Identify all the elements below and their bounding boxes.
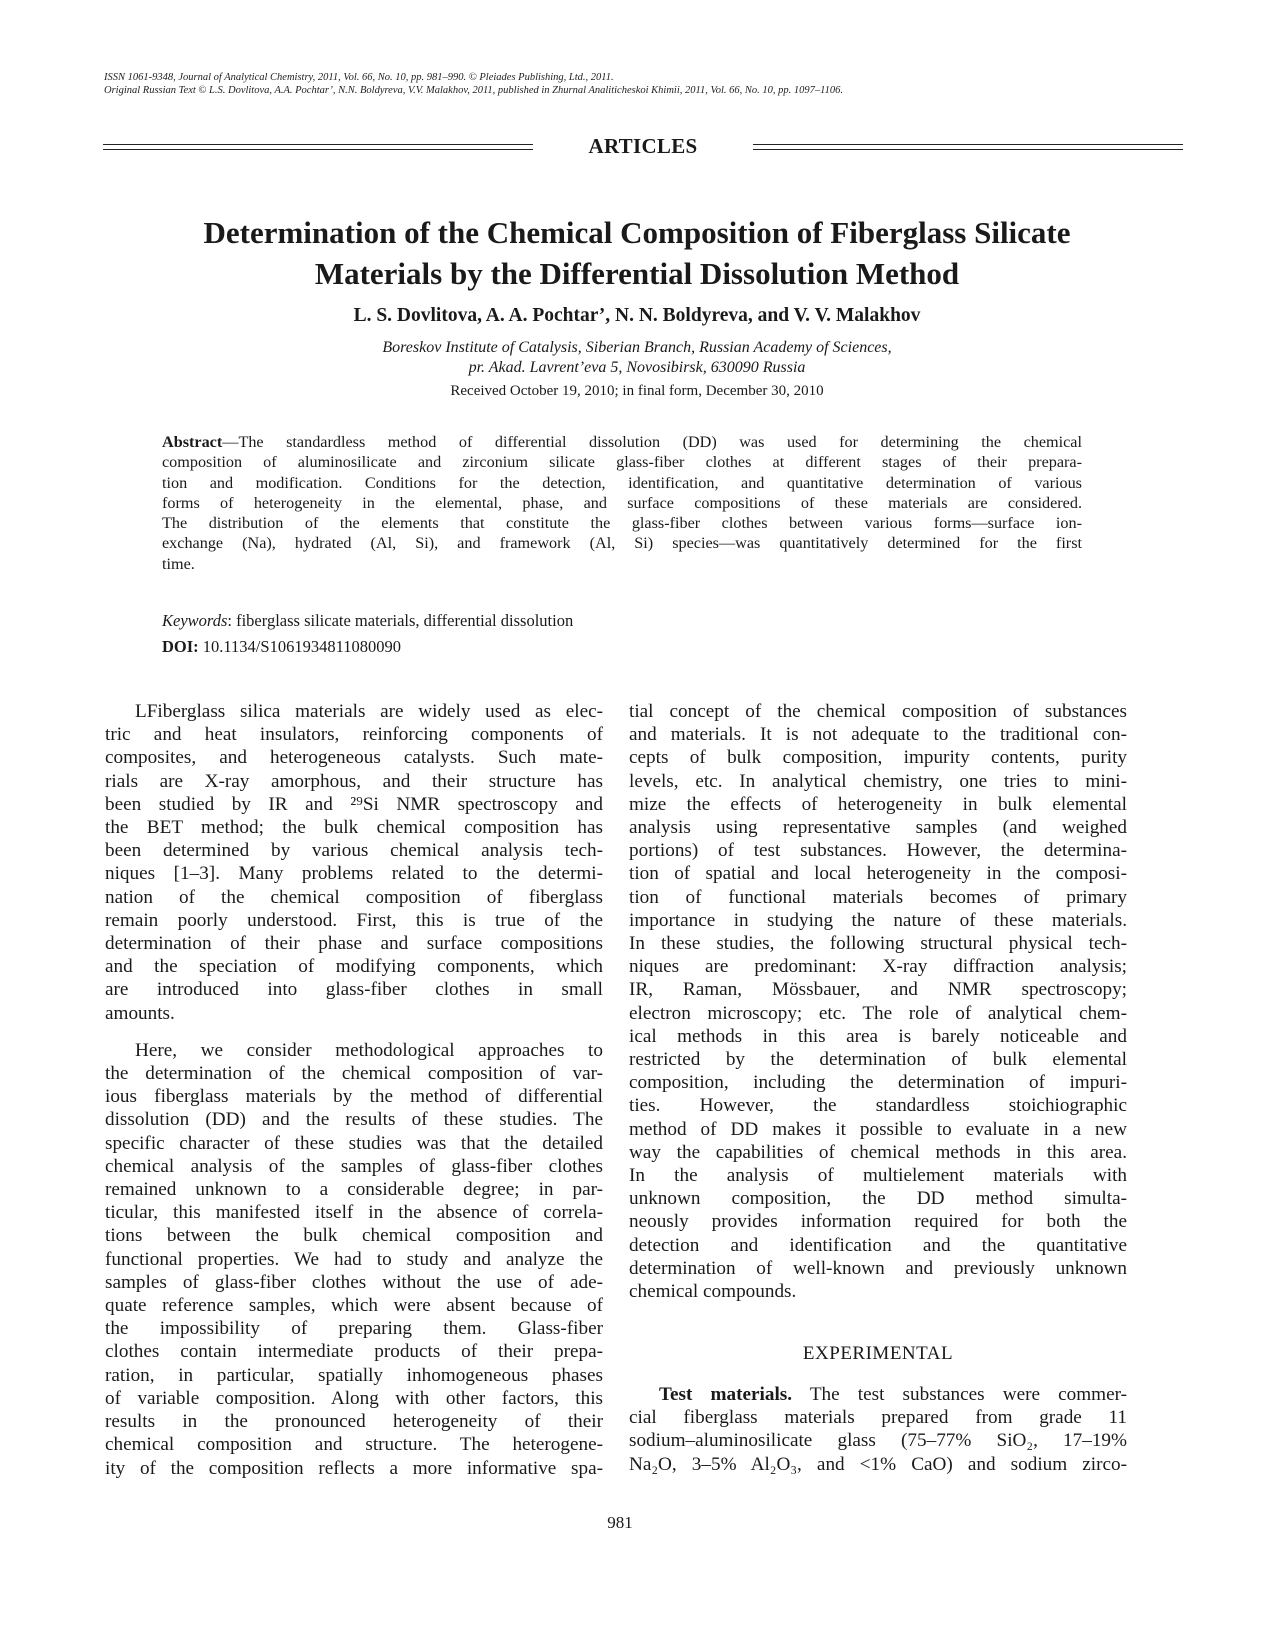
abstract-line: forms of heterogeneity in the elemental, phase, and surface compositions of these materials are considered.	[162, 493, 1082, 512]
body-line: clothes contain intermediate products of their prepa-	[105, 1341, 603, 1363]
abstract-text: The standardless method of differential dissolution (DD) was used for determining the chemical	[238, 433, 1082, 451]
body-line: sodium–aluminosilicate glass (75–77% SiO₂, 17–19%	[629, 1430, 1127, 1452]
body-line: In the analysis of multielement materials with	[629, 1165, 1127, 1187]
journal-citation-line: ISSN 1061-9348, Journal of Analytical Chemistry, 2011, Vol. 66, No. 10, pp. 981–990. © Pleiades Publishing, Ltd., 2011.	[104, 72, 614, 83]
body-line: chemical analysis of the samples of glass-fiber clothes	[105, 1155, 603, 1177]
body-line: LFiberglass silica materials are widely used as elec-	[135, 701, 603, 722]
body-line: ity of the composition reflects a more informative spa-	[105, 1457, 603, 1479]
affiliation	[104, 338, 1170, 378]
double-rule-left	[103, 144, 533, 150]
body-line: cial fiberglass materials prepared from grade 11	[629, 1407, 1127, 1429]
abstract-dash: —	[222, 433, 239, 451]
body-line: Here, we consider methodological approaches to	[135, 1039, 603, 1061]
body-line: tion of spatial and local heterogeneity in the composi-	[629, 863, 1127, 885]
body-line: determination of their phase and surface compositions	[105, 933, 603, 955]
authors: L. S. Dovlitova, A. A. Pochtar’, N. N. Boldyreva, and V. V. Malakhov	[353, 305, 921, 326]
body-line: the determination of the chemical composition of var-	[105, 1063, 603, 1085]
title-line-1: Determination of the Chemical Composition of Fiberglass Silicate	[203, 215, 1071, 250]
experimental-heading: EXPERIMENTAL	[802, 1343, 954, 1364]
original-text-line: Original Russian Text © L.S. Dovlitova, A.A. Pochtar’, N.N. Boldyreva, V.V. Malakhov, 2011, published in Zhurnal Analiticheskoi Khimii, 2011, Vol. 66, No. 10, pp. 1097–1106.	[104, 85, 843, 96]
doi-value: 10.1134/S1061934811080090	[202, 637, 401, 656]
section-label: ARTICLES	[588, 134, 698, 158]
abstract-line	[162, 432, 1082, 452]
body-line: amounts.	[105, 1002, 175, 1024]
body-line: ties. However, the standardless stoichiographic	[629, 1095, 1127, 1117]
body-line: specific character of these studies was that the detailed	[105, 1132, 603, 1154]
abstract-line: tion and modification. Conditions for the detection, identification, and quantitative determination of various	[162, 473, 1082, 492]
article-title	[104, 212, 1170, 294]
body-line: tion of functional materials becomes of primary	[629, 886, 1127, 908]
body-line: In these studies, the following structural physical tech-	[629, 933, 1127, 955]
body-line: analysis using representative samples (and weighed	[629, 817, 1127, 839]
body-line: chemical composition and structure. The heterogene-	[105, 1434, 603, 1456]
journal-header	[104, 71, 1184, 97]
left-column	[105, 700, 603, 1480]
body-line: method of DD makes it possible to evaluate in a new	[629, 1118, 1127, 1140]
body-line: the impossibility of preparing them. Glass-fiber	[105, 1318, 603, 1340]
body-line: electron microscopy; etc. The role of analytical chem-	[629, 1002, 1127, 1024]
double-rule-right	[753, 144, 1183, 150]
body-line: of variable composition. Along with other factors, this	[105, 1387, 603, 1409]
body-line: results in the pronounced heterogeneity of their	[105, 1411, 603, 1433]
test-materials-label: Test materials.	[659, 1384, 793, 1405]
doi-label: DOI:	[162, 637, 199, 656]
abstract	[162, 432, 1082, 574]
body-line: IR, Raman, Mössbauer, and NMR spectroscopy;	[629, 979, 1127, 1001]
body-line: way the capabilities of chemical methods in this area.	[629, 1141, 1127, 1163]
abstract-line: The distribution of the elements that constitute the glass-fiber clothes between various forms—surface ion-	[162, 514, 1082, 533]
abstract-line: time.	[162, 554, 195, 573]
body-line: functional properties. We had to study and analyze the	[105, 1248, 603, 1270]
received-date: Received October 19, 2010; in final form, December 30, 2010	[450, 383, 824, 399]
body-line: niques [1–3]. Many problems related to the determi-	[105, 863, 603, 885]
right-column	[629, 700, 1127, 1303]
body-line: are introduced into glass-fiber clothes in small	[105, 979, 603, 1001]
section-banner	[103, 130, 1183, 164]
keywords-label: Keywords	[162, 611, 228, 630]
body-line: remain poorly understood. First, this is true of the	[105, 909, 603, 931]
body-line: determination of well-known and previously unknown	[629, 1257, 1127, 1279]
affiliation-line-1: Boreskov Institute of Catalysis, Siberian Branch, Russian Academy of Sciences,	[382, 339, 892, 356]
body-line: been studied by IR and ²⁹Si NMR spectroscopy and	[105, 793, 603, 815]
test-materials-paragraph	[629, 1383, 1127, 1476]
body-line: portions) of test substances. However, the determina-	[629, 840, 1127, 862]
body-line: and materials. It is not adequate to the traditional con-	[629, 724, 1127, 746]
body-line	[629, 1383, 1127, 1406]
body-line: composites, and heterogeneous catalysts. Such mate-	[105, 747, 603, 769]
body-line: restricted by the determination of bulk elemental	[629, 1049, 1127, 1071]
body-line: nation of the chemical composition of fiberglass	[105, 886, 603, 908]
body-line: dissolution (DD) and the results of these studies. The	[105, 1109, 603, 1131]
body-line: ration, in particular, spatially inhomogeneous phases	[105, 1364, 603, 1386]
body-line: neously provides information required for both the	[629, 1211, 1127, 1233]
abstract-line: composition of aluminosilicate and zirconium silicate glass-fiber clothes at different stages of their prepara-	[162, 453, 1082, 472]
body-line: samples of glass-fiber clothes without the use of ade-	[105, 1271, 603, 1293]
body-line: the BET method; the bulk chemical composition has	[105, 817, 603, 839]
body-text: The test substances were commer-	[792, 1384, 1128, 1405]
abstract-line: exchange (Na), hydrated (Al, Si), and framework (Al, Si) species—was quantitatively determined for the first	[162, 534, 1082, 553]
body-line: composition, including the determination of impuri-	[629, 1072, 1127, 1094]
body-line: rials are X-ray amorphous, and their structure has	[105, 770, 603, 792]
body-line: ious fiberglass materials by the method of differential	[105, 1086, 603, 1108]
paragraph-gap	[105, 1025, 603, 1039]
keywords-text: : fiberglass silicate materials, differential dissolution	[227, 611, 574, 630]
body-line: mize the effects of heterogeneity in bulk elemental	[629, 793, 1127, 815]
body-line: tions between the bulk chemical composition and	[105, 1225, 603, 1247]
title-line-2: Materials by the Differential Dissolution Method	[314, 256, 960, 291]
body-line: tric and heat insulators, reinforcing components of	[105, 724, 603, 746]
body-line: ical methods in this area is barely noticeable and	[629, 1025, 1127, 1047]
body-line: importance in studying the nature of these materials.	[629, 909, 1127, 931]
body-line: levels, etc. In analytical chemistry, one tries to mini-	[629, 770, 1127, 792]
abstract-label: Abstract	[162, 433, 223, 451]
body-line: been determined by various chemical analysis tech-	[105, 840, 603, 862]
body-line: cepts of bulk composition, impurity contents, purity	[629, 747, 1127, 769]
body-line: unknown composition, the DD method simulta-	[629, 1188, 1127, 1210]
body-line: niques are predominant: X-ray diffraction analysis;	[629, 956, 1127, 978]
body-line: Na₂O, 3–5% Al₂O₃, and <1% CaO) and sodium zirco-	[629, 1453, 1127, 1475]
body-line: quate reference samples, which were absent because of	[105, 1295, 603, 1317]
doi	[162, 637, 401, 657]
keywords	[162, 611, 573, 631]
body-line: detection and identification and the quantitative	[629, 1234, 1127, 1256]
affiliation-line-2: pr. Akad. Lavrent’eva 5, Novosibirsk, 630090 Russia	[468, 359, 806, 376]
page-number: 981	[607, 1513, 633, 1532]
body-line: and the speciation of modifying components, which	[105, 956, 603, 978]
body-line: tial concept of the chemical composition of substances	[629, 701, 1127, 722]
body-line: remained unknown to a considerable degree; in par-	[105, 1179, 603, 1201]
body-line: chemical compounds.	[629, 1281, 797, 1303]
body-line: ticular, this manifested itself in the absence of correla-	[105, 1202, 603, 1224]
